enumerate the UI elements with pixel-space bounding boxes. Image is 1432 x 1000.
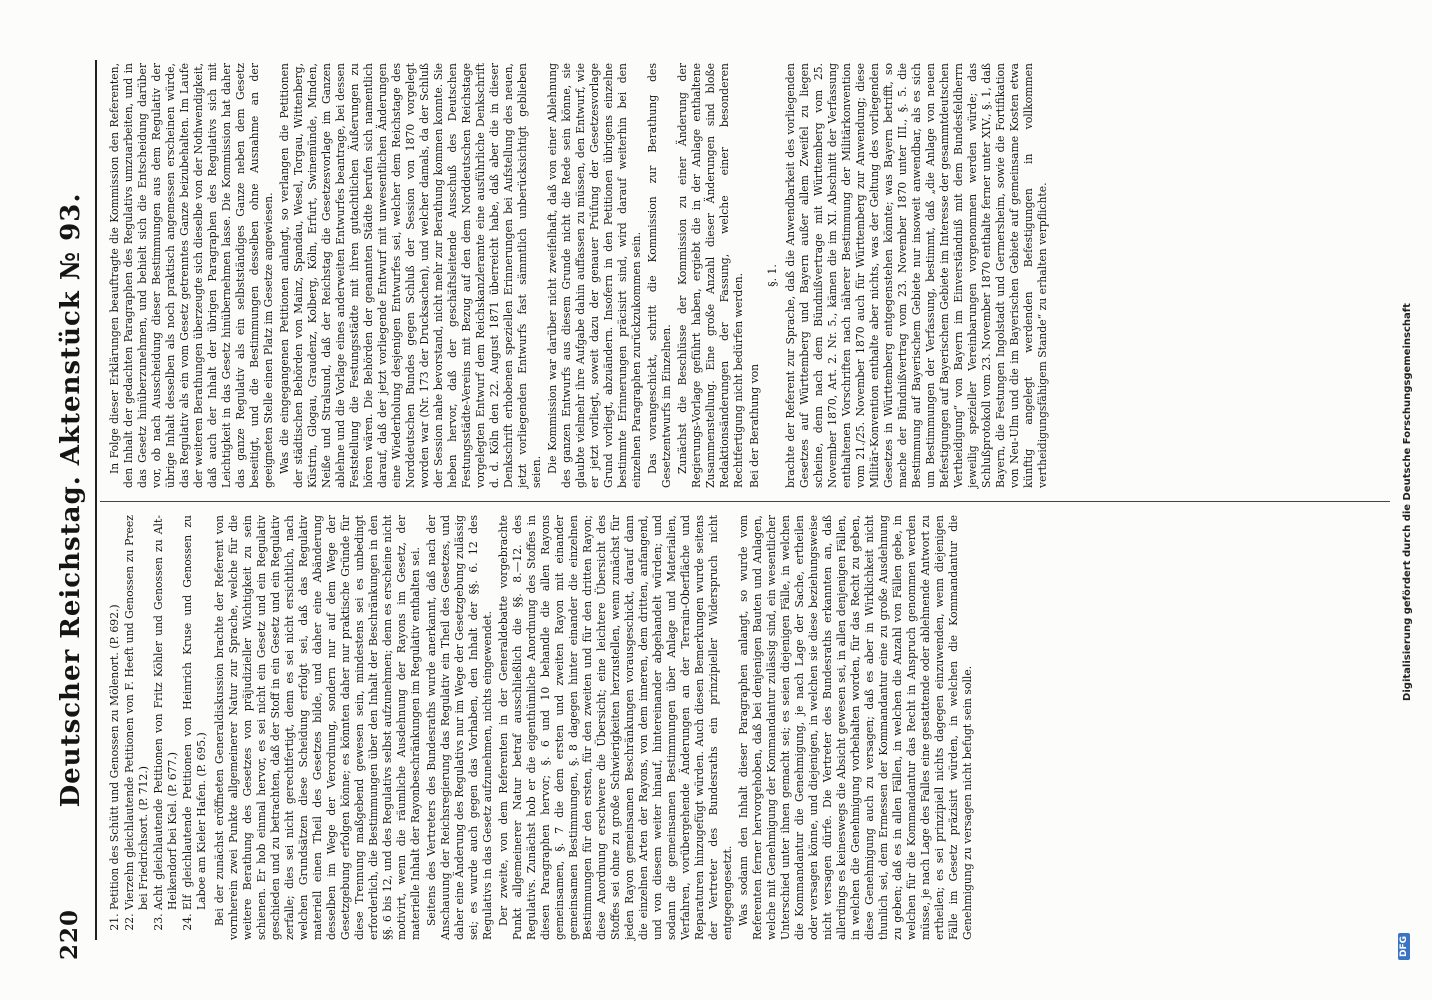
paragraph: Seitens des Vertreters des Bundesraths wurde anerkannt, daß nach der Anschauung der Reichsregierung das Regulativ ein Theil des Gesetzes, und daher eine Änderung des Regulativs nur im Wege der Gesetzgebung zulässig sei; es wurde auch gegen das Vorhaben, den Inhalt der §§. 6. 12 des Regulativs in das Gesetz aufzunehmen, nichts eingewendet. xyxy=(425,515,494,940)
left-column xyxy=(108,515,977,940)
paragraph: Der zweite, von dem Referenten in der Generaldebatte vorgebrachte Punkt allgemeinerer Natur betraf ausschließlich die §§. 8.—12. des Regulativs. Zunächst hob er die eigenthümliche Anordnung des Stoffes in diesen Paragraphen hervor; §. 6 und 10 behandle die allen Rayons gemeinsamen, §. 7 die dem ersten und zweiten Rayon mit einander gemeinsamen Bestimmungen, §. 8 dagegen hinter einander die einzelnen Bestimmungen für den ersten, für den zweiten und für den dritten Rayon; diese Anordnung erschwere die Übersicht; eine leichtere Übersicht des Stoffes sei ohne zu große Schwierigkeiten herzustellen, wenn zunächst für jeden Rayon gemeinsamen Beschränkungen vorausgeschickt, darauf dann die einzelnen Arten der Rayons, von dem inneren, dem dritten, anfangend, und von diesem weiter hinauf, hintereinander abgehandelt würden; und sodann die gemeinsamen Bestimmungen über Anlage und Materialien, Verfahren, vorübergehende Änderungen an der Terrain-Oberfläche und Reparaturen hinzugefügt würden. Auch diesen Bemerkungen wurde seitens der Vertreter des Bundesraths ein prinzipieller Widerspruch nicht entgegengesetzt. xyxy=(497,515,734,940)
header-rule xyxy=(95,60,97,940)
page-number: 220 xyxy=(56,908,83,960)
paragraph: Die Kommission war darüber nicht zweifelhaft, daß von einer Ablehnung des ganzen Entwurfs aus diesem Grunde nicht die Rede sein könne, sie glaubte vielmehr ihre Aufgabe dahin auffassen zu müssen, den Entwurf, wie er jetzt vorliegt, soweit dazu der genauer Prüfung der Gesetzesvorlage Grund vorliegt, abzuändern. Insofern in den Petitionen übrigens einzelne bestimmte Erinnerungen präcisirt sind, wird darauf weiterhin bei den einzelnen Paragraphen zurückzukommen sein. xyxy=(546,63,643,488)
paragraph: Bei der zunächst eröffneten Generaldiskussion brachte der Referent von vornherein zwei Punkte allgemeinerer Natur zur Sprache, welche für die weitere Berathung des Gesetzes von präjudizieller Wichtigkeit zu sein schienen. Er hob einmal hervor, es sei nicht ein Gesetz und ein Regulativ geschieden und zu betrachten, daß der Stoff in ein Gesetz und ein Regulativ zerfalle; dies sei nicht gerechtfertigt, denn es sei nicht ersichtlich, nach welchen Grundsätzen diese Scheidung erfolgt sei, daß das Regulativ materiell einen Theil des Gesetzes bilde, und daher eine Abänderung desselben im Wege der Verordnung, sondern nur auf dem Wege der Gesetzgebung erfolgen könne; es könnten daher nur praktische Gründe für diese Trennung maßgebend gewesen sein, mindestens sei es unbedingt erforderlich, die Bestimmungen über den Inhalt der Beschränkungen in den §§. 6 bis 12, und des Regulativs selbst aufzunehmen; denn es erscheine nicht motivirt, wenn die räumliche Ausdehnung der Rayons im Gesetz, der materielle Inhalt der Rayonbeschränkungen im Regulativ enthalten sei. xyxy=(213,515,422,940)
section-heading: §. 1. xyxy=(766,264,779,287)
petition-item: 21. Petition des Schütt und Genossen zu Mölenort. (P. 692.) xyxy=(108,515,122,910)
column-divider xyxy=(100,501,1390,502)
petition-item: 22. Vierzehn gleichlautende Petitionen von F. Heeft und Genossen zu Preez bei Friedrichsort. (P. 712.) xyxy=(123,515,151,910)
paragraph: Das vorangeschickt, schritt die Kommission zur Berathung des Gesetzentwurfs im Einzelnen. xyxy=(646,63,673,488)
paragraph: Bei der Berathung von xyxy=(748,363,761,488)
paragraph: Zunächst die Beschlüsse der Kommission zu einer Änderung der Regierungs-Vorlage geführt haben, ergiebt die in der Anlage enthaltene Zusammenstellung. Eine große Anzahl dieser Änderungen sind bloße Redaktionsänderungen der Fassung, welche einer besonderen Rechtfertigung nicht bedürfen werden. xyxy=(676,63,745,488)
petition-list xyxy=(108,515,209,940)
right-column xyxy=(108,63,1052,488)
paragraph: Was die eingegangenen Petitionen anlangt, so verlangen die Petitionen der städtischen Behörden von Mainz, Spandau, Wesel, Torgau, Wittenberg, Küstrin, Glogau, Graudenz, Kolberg, Köln, Erfurt, Swinemünde, Minden, Neiße und Stralsund, daß der Reichstag die Gesetzesvorlage im Ganzen ablehne und die Vorlage eines anderweiten Entwurfes beantrage, bei dessen Feststellung die Festungsstädte mit ihren gutachtlichen Äußerungen zu hören wären. Die Behörden der genannten Städte berufen sich namentlich darauf, daß der jetzt vorliegende Entwurf mit unwesentlichen Änderungen eine Wiederholung desjenigen Entwurfes sei, welcher dem Reichstage des Norddeutschen Bundes gegen Schluß der Session von 1870 vorgelegt worden war (Nr. 173 der Drucksachen), und welcher damals, da der Schluß der Session nahe bevorstand, nicht mehr zur Berathung kommen konnte. Sie heben hervor, daß der geschäftsleitende Ausschuß des Deutschen Festungsstädte-Vereins mit Bezug auf den dem Norddeutschen Reichstage vorgelegten Entwurf dem Reichskanzleramte eine ausführliche Denkschrift d. d. Köln den 22. August 1871 überreicht habe, daß aber die in dieser Denkschrift erhobenen speziellen Erinnerungen bei Aufstellung des neuen, jetzt vorliegenden Entwurfs fast sämmtlich unberücksichtigt geblieben seien. xyxy=(278,63,543,488)
dfg-logo: DFG xyxy=(1398,933,1410,960)
paragraph: In Folge dieser Erklärungen beauftragte die Kommission den Referenten, den Inhalt der gedachten Paragraphen des Regulativs umzuarbeiten, und in das Gesetz hinüberzunehmen, und behielt sich die Entscheidung darüber vor, ob nach Ausscheidung dieser Bestimmungen aus dem Regulativ der übrige Inhalt desselben als noch praktisch angemessen erscheinen würde, das Regulativ als ein vom Gesetz getrenntes Ganze beizubehalten. Im Laufe der weiteren Berathungen überzeugte sich dieselbe von der Nothwendigkeit, daß auch der Inhalt der übrigen Paragraphen des Regulativs sich mit Leichtigkeit in das Gesetz hinübernehmen lasse. Die Kommission hat daher das ganze Regulativ als ein selbstständiges Ganze neben dem Gesetz beseitigt, und die Bestimmungen desselben ohne Ausnahme an der geeigneten Stelle einen Platz im Gesetze angewiesen. xyxy=(108,63,275,488)
petition-item: 23. Acht gleichlautende Petitionen von Fritz Köhler und Genossen zu Alt-Heikendorf bei Kiel. (P. 677.) xyxy=(152,515,180,910)
paragraph: Was sodann den Inhalt dieser Paragraphen anlangt, so wurde vom Referenten ferner hervorgehoben, daß bei denjenigen Bauten und Anlagen, welche mit Genehmigung der Kommandantur zulässig sind, ein wesentlicher Unterschied unter ihnen gemacht sei; es seien diejenigen Fälle, in welchen die Kommandantur die Genehmigung, je nach Lage der Sache, ertheilen oder versagen könne, und diejenigen, in welchen sie diese beziehungsweise nicht versagen dürfe. Die Vertreter des Bundesraths erkannten an, daß allerdings es keineswegs die Absicht gewesen sei, in allen denjenigen Fällen, in welchen die Genehmigung vorbehalten worden, für das Recht zu geben, diese Genehmigung auch zu versagen; daß es aber in Wirklichkeit nicht thunlich sei, dem Ermessen der Kommandantur eine zu große Ausdehnung zu geben; daß es in allen Fällen, in welchen die Anzahl von Fällen gebe, in welchen für die Kommandantur das Recht in Anspruch genommen werden müsse, je nach Lage des Falles eine gestattende oder ablehnende Antwort zu ertheilen; es sei prinzipiell nichts dagegen einzuwenden, wenn diejenigen Fälle im Gesetz präzisirt würden, in welchen die Kommandantur die Genehmigung zu versagen nicht befugt sein solle. xyxy=(737,515,974,940)
paragraph: brachte der Referent zur Sprache, daß die Anwendbarkeit des vorliegenden Gesetzes auf Württemberg und Bayern außer allem Zweifel zu liegen scheine, denn nach dem Bündnißvertrage mit Württemberg vom 25. November 1870, Art. 2. Nr. 5., kämen die im XI. Abschnitt der Verfassung enthaltenen Vorschriften nach näherer Bestimmung der Militärkonvention vom 21./25. November 1870 auch für Württemberg zur Anwendung; diese Militär-Konvention enthalte aber nichts, was der Geltung des vorliegenden Gesetzes in Württemberg entgegenstehen könnte; was Bayern betrifft, so mache der Bündnißvertrag vom 23. November 1870 unter III., §. 5. die Bestimmung auf Bayerischem Gebiete nur insoweit anwendbar, als es sich um Bestimmungen der Verfassung, bestimmt, daß „die Anlage von neuen Befestigungen auf Bayerischem Gebiete im Interesse der gesammtdeutschen Vertheidigung“ von Bayern im Einverständniß mit dem Bundesfeldherrn jeweilig spezieller Vereinbarungen vorgenommen werden würde; das Schlußprotokoll vom 23. November 1870 enthalte ferner unter XIV., §. 1, daß Bayern, die Festungen Ingolstadt und Germersheim, sowie die Fortifikation von Neu-Ulm und die im Bayerischen Gebiete auf gemeinsame Kosten etwa künftig angelegt werdenden Befestigungen in vollkommen vertheidigungsfähigem Stande“ zu erhalten verpflichte. xyxy=(784,63,1049,488)
running-title: Deutscher Reichstag. Aktenstück № 93. xyxy=(56,192,86,808)
digitization-credit: Digitalisierung gefördert durch die Deutsche Forschungsgemeinschaft xyxy=(1402,303,1413,701)
petition-item: 24. Elf gleichlautende Petitionen von Heinrich Kruse und Genossen zu Laboe am Kieler Hafen. (P. 695.) xyxy=(181,515,209,910)
